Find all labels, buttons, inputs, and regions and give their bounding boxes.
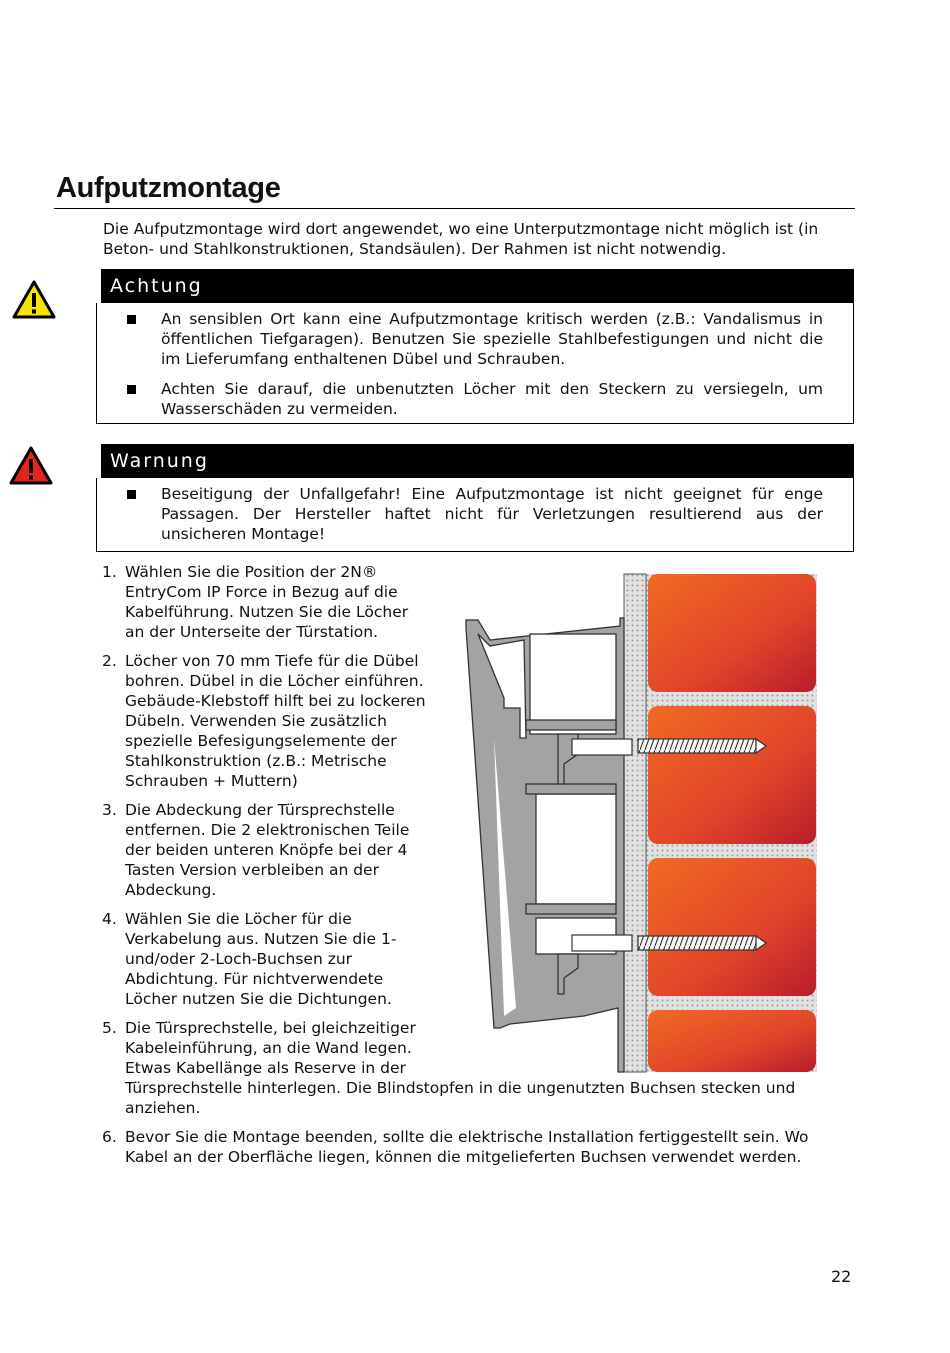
step-number: 4. (102, 910, 117, 928)
step-text-line: Wählen Sie die Position der 2N® (125, 563, 378, 581)
bullet-square-icon (127, 315, 136, 324)
step-text-line: Schrauben + Muttern) (125, 772, 298, 790)
mounting-diagram (460, 568, 820, 1074)
step-number: 5. (102, 1019, 117, 1037)
title-rule (54, 208, 855, 209)
step-text-line: spezielle Befesigungselemente der (125, 732, 397, 750)
caution-item (97, 309, 853, 369)
step-text-line: Löcher nutzen Sie die Dichtungen. (125, 990, 392, 1008)
step-text-line: Löcher von 70 mm Tiefe für die Dübel (125, 652, 419, 670)
step-text-line: Dübeln. Verwenden Sie zusätzlich (125, 712, 387, 730)
step-item (102, 1127, 847, 1167)
step-text-line: Abdichtung. Für nichtverwendete (125, 970, 384, 988)
caution-triangle-icon (12, 280, 56, 320)
step-text-line: und/oder 2-Loch-Buchsen zur (125, 950, 353, 968)
step-text-line: anziehen. (125, 1099, 201, 1117)
step-text-line: Türsprechstelle hinterlegen. Die Blindstopfen in die ungenutzten Buchsen stecken und (125, 1079, 796, 1097)
step-text-line: bohren. Dübel in die Löcher einführen. (125, 672, 424, 690)
caution-header: Achtung (101, 269, 854, 303)
step-text-line: Die Türsprechstelle, bei gleichzeitiger (125, 1019, 416, 1037)
step-text-line: Tasten Version verbleiben an der (125, 861, 379, 879)
bullet-square-icon (127, 385, 136, 394)
step-text-line: Kabel an der Oberfläche liegen, können die mitgelieferten Buchsen verwendet werden. (125, 1148, 802, 1166)
warning-triangle-icon (9, 446, 53, 486)
step-text-line: der beiden unteren Knöpfe bei der 4 (125, 841, 408, 859)
warning-item-text: Beseitigung der Unfallgefahr! Eine Aufputzmontage ist nicht geeignet für enge Passagen. Der Hersteller haftet nicht für Verletzungen resultierend aus der unsicheren Montage! (161, 485, 823, 543)
step-number: 1. (102, 563, 117, 581)
step-text-line: Abdeckung. (125, 881, 217, 899)
step-number: 3. (102, 801, 117, 819)
step-text-line: Stahlkonstruktion (z.B.: Metrische (125, 752, 387, 770)
step-text-line: EntryCom IP Force in Bezug auf die (125, 583, 398, 601)
step-text-line: Etwas Kabellänge als Reserve in der (125, 1059, 406, 1077)
caution-item-text: Achten Sie darauf, die unbenutzten Löcher mit den Steckern zu versiegeln, um Wasserschäden zu vermeiden. (161, 380, 823, 418)
step-text-line: Kabeleinführung, an die Wand legen. (125, 1039, 412, 1057)
step-text-line: Bevor Sie die Montage beenden, sollte die elektrische Installation fertiggestellt sein. Wo (125, 1128, 809, 1146)
warning-item (97, 484, 853, 544)
step-number: 2. (102, 652, 117, 670)
step-text-line: Die Abdeckung der Türsprechstelle (125, 801, 395, 819)
caution-item (97, 379, 853, 419)
bullet-square-icon (127, 490, 136, 499)
page-title: Aufputzmontage (56, 172, 281, 204)
step-text-line: entfernen. Die 2 elektronischen Teile (125, 821, 410, 839)
step-text-line: Gebäude-Klebstoff hilft bei zu lockeren (125, 692, 426, 710)
page-number: 22 (831, 1267, 852, 1286)
step-text-line: Verkabelung aus. Nutzen Sie die 1- (125, 930, 397, 948)
caution-box (96, 303, 854, 424)
step-number: 6. (102, 1128, 117, 1146)
caution-item-text: An sensiblen Ort kann eine Aufputzmontage kritisch werden (z.B.: Vandalismus in öffentlichen Tiefgaragen). Benutzen Sie spezielle Stahlbefestigungen und nicht die im Lieferumfang enthaltenen Dübel und Schrauben. (161, 310, 823, 368)
intro-paragraph: Die Aufputzmontage wird dort angewendet, wo eine Unterputzmontage nicht möglich ist (in Beton- und Stahlkonstruktionen, Standsäulen). Der Rahmen ist nicht notwendig. (103, 220, 819, 258)
wall-anchor-top (572, 739, 766, 755)
warning-box (96, 478, 854, 552)
step-text-line: Kabelführung. Nutzen Sie die Löcher (125, 603, 409, 621)
wall-anchor-bottom (572, 935, 766, 951)
warning-header: Warnung (101, 444, 854, 478)
step-text-line: an der Unterseite der Türstation. (125, 623, 379, 641)
step-text-line: Wählen Sie die Löcher für die (125, 910, 352, 928)
intercom-housing (466, 618, 624, 1072)
